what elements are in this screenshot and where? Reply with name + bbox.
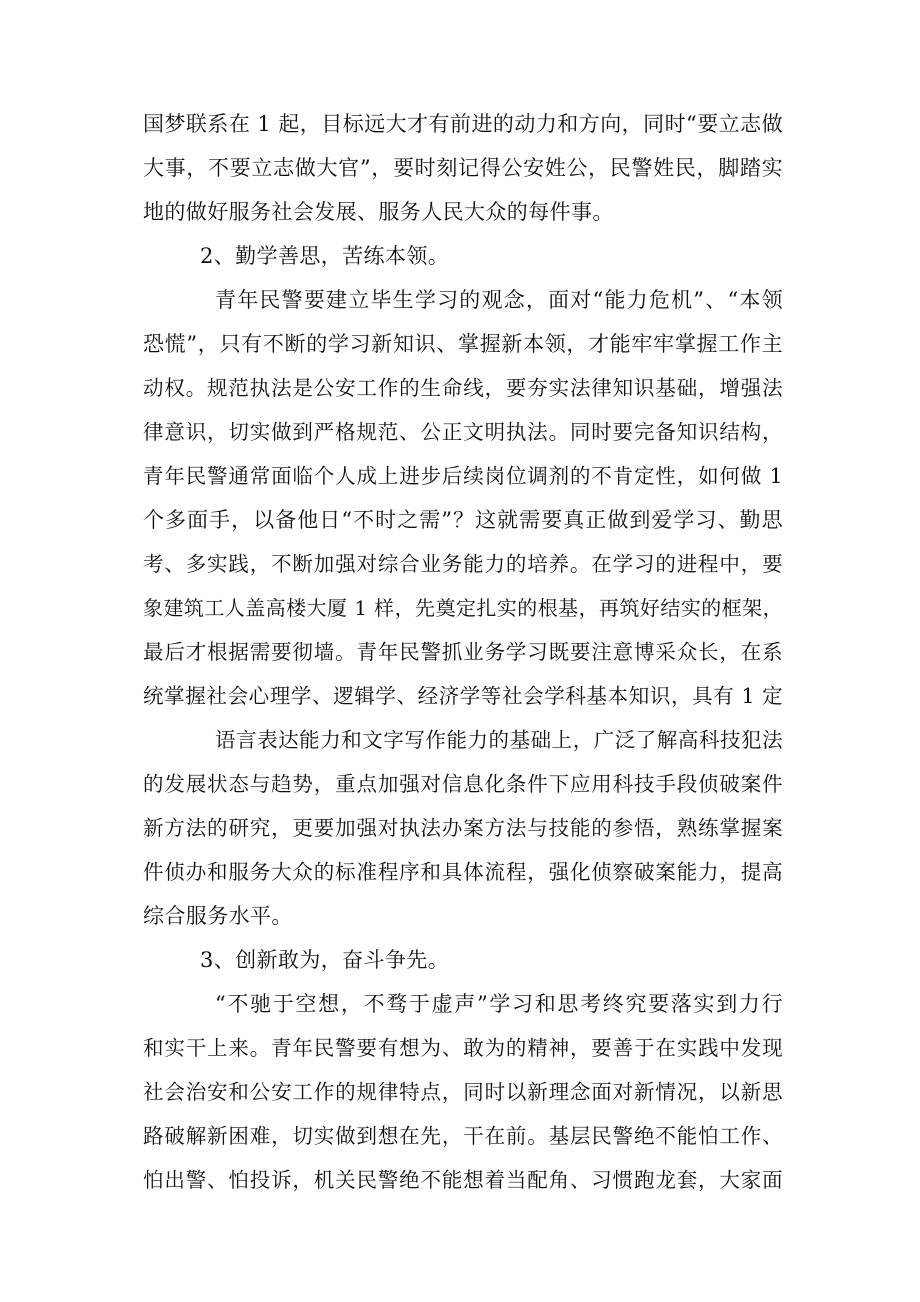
text-line: 路破解新困难，切实做到想在先，干在前。基层民警绝不能怕工作、 <box>143 1124 783 1148</box>
text-line: 国梦联系在 1 起，目标远大才有前进的动力和方向，同时“要立志做 <box>143 112 783 136</box>
text-line: 的发展状态与趋势，重点加强对信息化条件下应用科技手段侦破案件 <box>143 772 783 796</box>
text-line: 大事，不要立志做大官”，要时刻记得公安姓公，民警姓民，脚踏实 <box>143 156 783 180</box>
text-line: 青年民警通常面临个人成上进步后续岗位调剂的不肯定性，如何做 1 <box>143 464 783 488</box>
section-heading: 2、勤学善思，苦练本领。 <box>200 244 450 268</box>
text-line: 最后才根据需要彻墙。青年民警抓业务学习既要注意博采众长，在系 <box>143 640 783 664</box>
text-line: 象建筑工人盖高楼大厦 1 样，先奠定扎实的根基，再筑好结实的框架， <box>143 596 783 620</box>
text-line: 综合服务水平。 <box>143 904 293 928</box>
text-line: 动权。规范执法是公安工作的生命线，要夯实法律知识基础，增强法 <box>143 376 783 400</box>
text-line: 统掌握社会心理学、逻辑学、经济学等社会学科基本知识，具有 1 定 <box>143 684 783 708</box>
text-line: 考、多实践，不断加强对综合业务能力的培养。在学习的进程中，要 <box>143 552 783 576</box>
text-line: 语言表达能力和文字写作能力的基础上，广泛了解高科技犯法 <box>215 728 783 752</box>
text-line: 件侦办和服务大众的标准程序和具体流程，强化侦察破案能力，提高 <box>143 860 783 884</box>
text-line: 个多面手，以备他日“不时之需”？这就需要真正做到爱学习、勤思 <box>143 508 783 532</box>
section-heading: 3、创新敢为，奋斗争先。 <box>200 948 450 972</box>
text-line: 怕出警、怕投诉，机关民警绝不能想着当配角、习惯跑龙套，大家面 <box>143 1168 783 1192</box>
text-line: 恐慌”，只有不断的学习新知识、掌握新本领，才能牢牢掌握工作主 <box>143 332 783 356</box>
text-line: 地的做好服务社会发展、服务人民大众的每件事。 <box>143 200 614 224</box>
text-line: 新方法的研究，更要加强对执法办案方法与技能的参悟，熟练掌握案 <box>143 816 783 840</box>
text-line: 和实干上来。青年民警要有想为、敢为的精神，要善于在实践中发现 <box>143 1036 783 1060</box>
text-line: 律意识，切实做到严格规范、公正文明执法。同时要完备知识结构， <box>143 420 783 444</box>
text-line: “不驰于空想，不骛于虚声”学习和思考终究要落实到力行 <box>215 992 783 1016</box>
text-line: 社会治安和公安工作的规律特点，同时以新理念面对新情况，以新思 <box>143 1080 783 1104</box>
text-line: 青年民警要建立毕生学习的观念，面对“能力危机”、“本领 <box>215 288 783 312</box>
